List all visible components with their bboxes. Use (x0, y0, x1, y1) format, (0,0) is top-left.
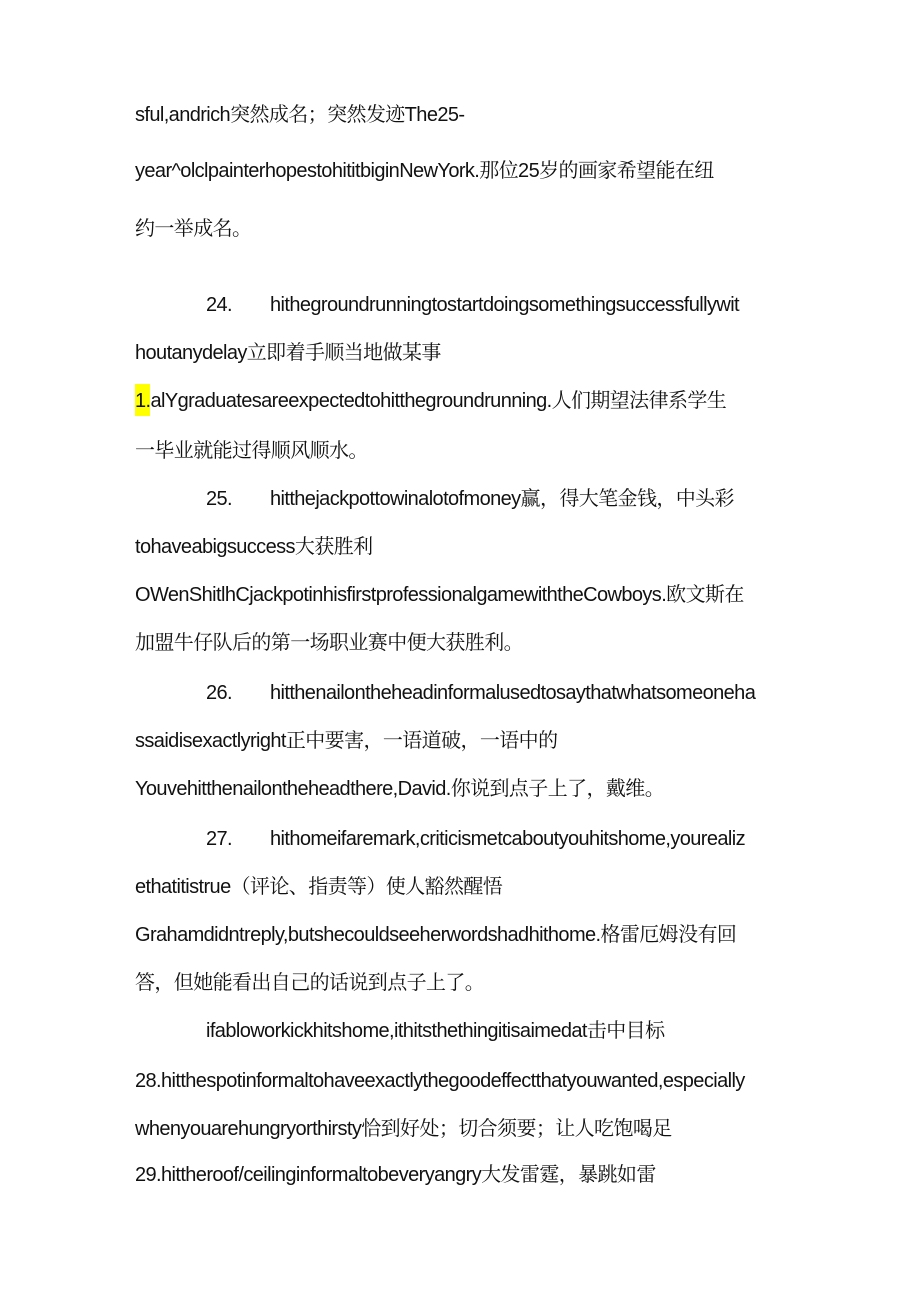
entry-29-line-1: 29.hittheroof/ceilinginformaltobeveryangry大发雷霆，暴跳如雷 (135, 1164, 656, 1186)
example-line-1 (135, 388, 726, 414)
entry-27-line-4: 答，但她能看出自己的话说到点子上了。 (135, 972, 485, 994)
example-line-2: 一毕业就能过得顺风顺水。 (135, 440, 368, 462)
entry-number-27: 27. (206, 828, 233, 850)
entry-number-26: 26. (206, 682, 233, 704)
entry-27-text: hithomeifaremark,criticismetcaboutyouhitshome,yourealiz (270, 828, 745, 850)
entry-25-line-4: 加盟牛仔队后的第一场职业赛中便大获胜利。 (135, 632, 523, 654)
entry-27-line-3: Grahamdidntreply,butshecouldseeherwordshadhithome.格雷厄姆没有回 (135, 924, 737, 946)
entry-number-25: 25. (206, 488, 233, 510)
text-line-3: 约一举成名。 (135, 218, 252, 240)
entry-25-text: hitthejackpottowinalotofmoney赢，得大笔金钱，中头彩 (270, 488, 734, 510)
entry-27-subsense: ifabloworkickhitshome,ithitsthethingitisaimedat击中目标 (206, 1020, 665, 1042)
entry-27-line-1 (206, 826, 745, 852)
text-line-2: year^olclpainterhopestohititbiginNewYork.那位25岁的画家希望能在纽 (135, 160, 714, 182)
entry-26-line-1 (206, 680, 755, 706)
entry-24-line-1 (206, 292, 739, 318)
entry-26-line-2: ssaidisexactlyright正中要害，一语道破，一语中的 (135, 730, 558, 752)
example-line-1-text: alYgraduatesareexpectedtohitthegroundrunning.人们期望法律系学生 (150, 390, 727, 412)
entry-24-line-2: houtanydelay立即着手顺当地做某事 (135, 342, 441, 364)
entry-26-text: hitthenailontheheadinformalusedtosaythatwhatsomeoneha (270, 682, 756, 704)
entry-25-line-2: tohaveabigsuccess大获胜利 (135, 536, 373, 558)
entry-26-line-3: Youvehitthenailontheheadthere,David.你说到点子上了，戴维。 (135, 778, 665, 800)
entry-24-text: hithegroundrunningtostartdoingsomethingsuccessfullywit (270, 294, 740, 316)
text-line-1: sful,andrich突然成名；突然发迹The25- (135, 104, 465, 126)
entry-25-line-1 (206, 486, 734, 512)
entry-28-line-1: 28.hitthespotinformaltohaveexactlythegoodeffectthatyouwanted,especially (135, 1070, 745, 1092)
entry-28-line-2: whenyouarehungryorthirsty恰到好处；切合须要；让人吃饱喝足 (135, 1118, 672, 1140)
entry-number-24: 24. (206, 294, 233, 316)
highlighted-number: 1. (135, 384, 150, 416)
entry-27-line-2: ethatitistrue（评论、指责等）使人豁然醒悟 (135, 876, 503, 898)
entry-25-line-3: OWenShitlhCjackpotinhisfirstprofessionalgamewiththeCowboys.欧文斯在 (135, 584, 744, 606)
